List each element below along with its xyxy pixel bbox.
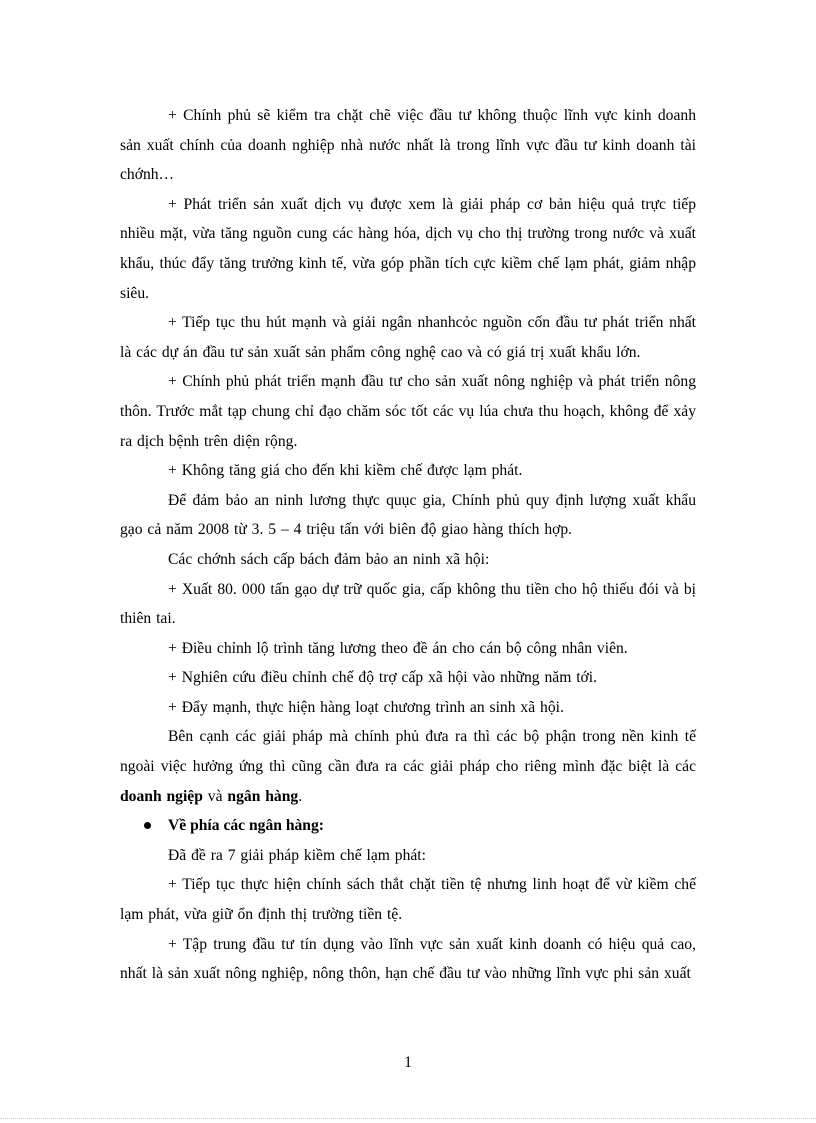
bullet-heading-row [120,811,696,841]
paragraph-salary-adjustment: + Điều chỉnh lộ trình tăng lương theo đề án cho cán bộ công nhân viên. [168,639,628,657]
paragraph-attract-investment: + Tiếp tục thu hút mạnh và giải ngân nhanhcỏc nguồn cốn đầu tư phát triển nhất là các dự án đầu tư sản xuất sản phẩm công nghệ cao và có giá trị xuất khẩu lớn. [120,314,696,361]
page-number: 1 [404,1054,412,1071]
paragraph-production-services: + Phát triển sản xuất dịch vụ được xem là giải pháp cơ bản hiệu quả trực tiếp nhiều mặt, vừa tăng nguồn cung các hàng hóa, dịch vụ cho thị trường trong nước và xuất khẩu, thúc đẩy tăng trưởng kinh tế, vừa góp phần tích cực kiềm chế lạm phát, giảm nhập siêu. [120,195,696,302]
paragraph-food-security: Để đảm bảo an ninh lương thực quục gia, Chính phủ quy định lượng xuất khẩu gạo cả năm 2008 từ 3. 5 – 4 triệu tấn với biên độ giao hàng thích hợp. [120,491,696,539]
paragraph-government-investment-check: + Chính phủ sẽ kiểm tra chặt chẽ việc đầu tư không thuộc lĩnh vực kinh doanh sản xuất chính của doanh nghiệp nhà nước nhất là trong lĩnh vực đầu tư kinh doanh tài chớnh… [120,107,696,184]
page-edge-divider [0,1118,816,1119]
bullet-heading: Về phía các ngân hàng: [168,817,324,835]
closing-bold-enterprises: doanh ngiệp [120,787,203,805]
closing-text-after: . [298,787,303,805]
paragraph-seven-solutions: Đã đề ra 7 giải pháp kiềm chế lạm phát: [168,846,426,864]
paragraph-no-price-increase: + Không tăng giá cho đến khi kiềm chế được lạm phát. [168,462,523,480]
paragraph-rice-reserve: + Xuất 80. 000 tấn gạo dự trữ quốc gia, cấp không thu tiền cho hộ thiếu đói và bị thiên tai. [120,580,696,628]
paragraph-credit-focus: + Tập trung đầu tư tín dụng vào lĩnh vực sản xuất kinh doanh có hiệu quả cao, nhất là sản xuất nông nghiệp, nông thôn, hạn chế đầu tư vào những lĩnh vực phi sản xuất [120,935,696,983]
closing-text-before: Bên cạnh các giải pháp mà chính phủ đưa ra thì các bộ phận trong nền kinh tế ngoài việc hưởng ứng thì cũng cần đưa ra các giải pháp cho riêng mình đặc biệt là các [120,728,696,776]
paragraph-social-allowance: + Nghiên cứu điều chỉnh chế độ trợ cấp xã hội vào những năm tới. [168,669,598,687]
bullet-dot-icon [144,822,151,829]
closing-bold-banks: ngân hàng [227,787,299,805]
paragraph-agriculture: + Chính phủ phát triển mạnh đầu tư cho sản xuất nông nghiệp và phát triển nông thôn. Trước mắt tạp chung chỉ đạo chăm sóc tốt các vụ lúa chưa thu hoạch, không để xảy ra dịch bệnh trên diện rộng. [120,373,696,450]
document-body [120,101,696,989]
paragraph-social-security: + Đẩy mạnh, thực hiện hàng loạt chương trình an sinh xã hội. [168,698,564,716]
paragraph-urgent-policies: Các chớnh sách cấp bách đảm bảo an ninh xã hội: [168,550,490,568]
closing-text-mid: và [202,787,228,805]
paragraph-closing [120,722,696,811]
paragraph-monetary-tightening: + Tiếp tục thực hiện chính sách thắt chặt tiền tệ nhưng linh hoạt để vừ kiềm chế lạm phát, vừa giữ ổn định thị trường tiền tệ. [120,876,696,924]
